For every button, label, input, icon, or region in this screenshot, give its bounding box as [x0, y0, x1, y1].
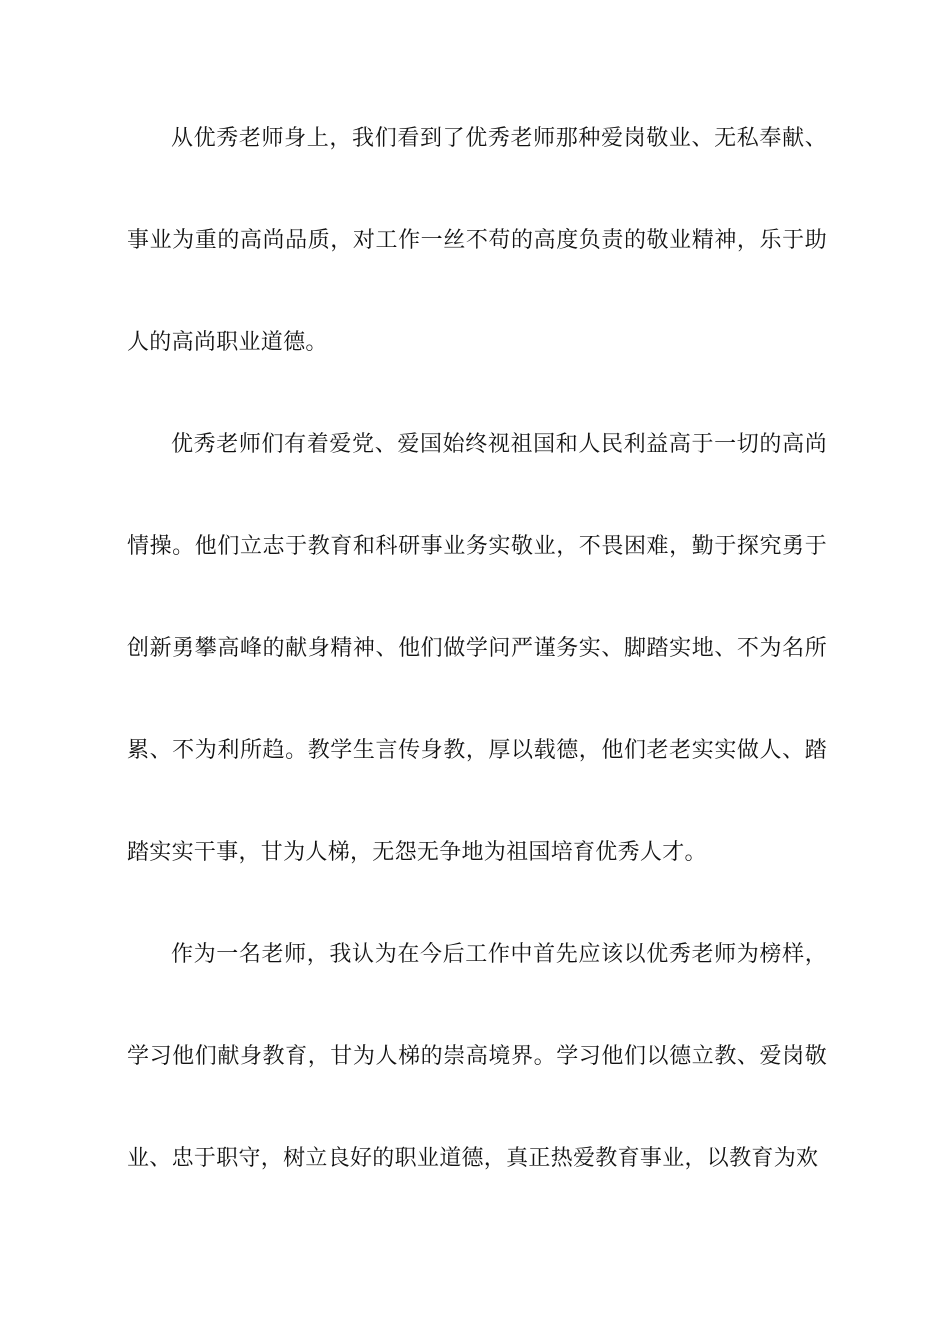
- paragraph-3: 作为一名老师，我认为在今后工作中首先应该以优秀老师为榜样，学习他们献身教育，甘为人梯的崇高境界。学习他们以德立教、爱岗敬业、忠于职守，树立良好的职业道德，真正热爱教育事业，以教育为欢: [127, 942, 827, 1171]
- paragraph-1: 从优秀老师身上，我们看到了优秀老师那种爱岗敬业、无私奉献、事业为重的高尚品质，对工作一丝不苟的高度负责的敬业精神，乐于助人的高尚职业道德。: [127, 126, 827, 355]
- paragraph-2: 优秀老师们有着爱党、爱国始终视祖国和人民利益高于一切的高尚情操。他们立志于教育和科研事业务实敬业，不畏困难，勤于探究勇于创新勇攀高峰的献身精神、他们做学问严谨务实、脚踏实地、不为名所累、不为利所趋。教学生言传身教，厚以载德，他们老老实实做人、踏踏实实干事，甘为人梯，无怨无争地为祖国培育优秀人才。: [127, 432, 827, 865]
